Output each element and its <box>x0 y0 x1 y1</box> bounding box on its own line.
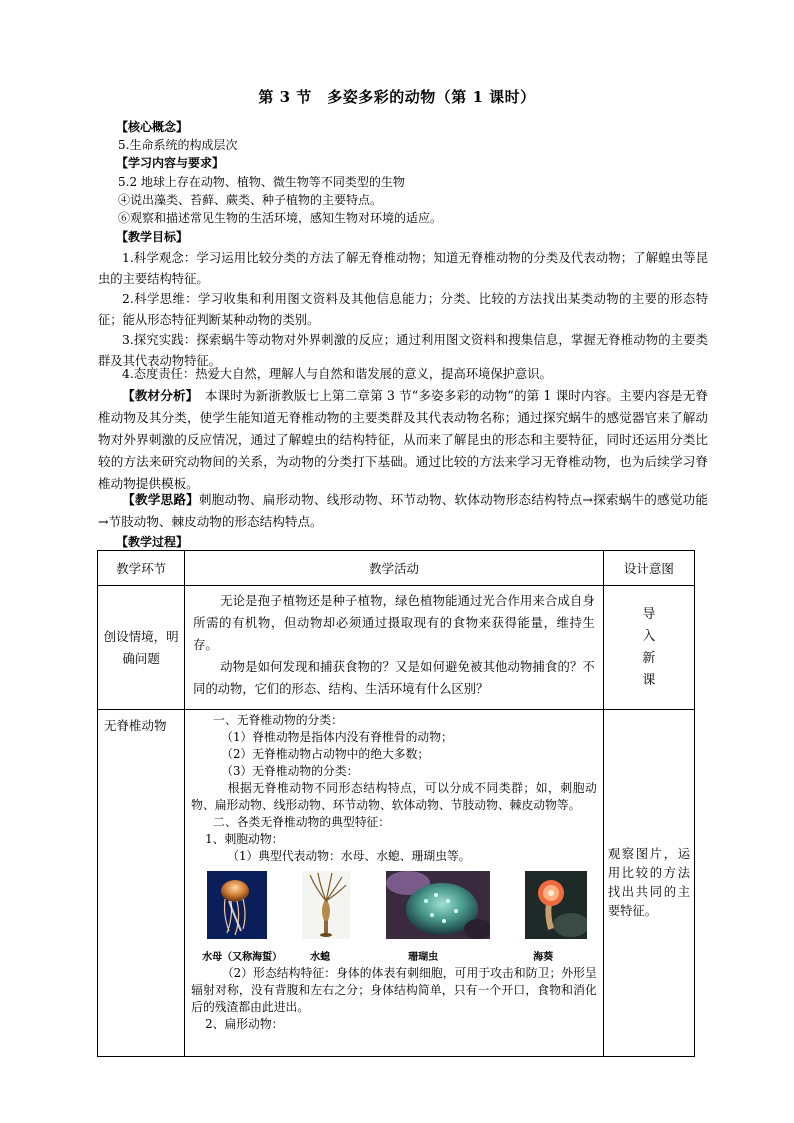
activity-paragraph: 根据无脊椎动物不同形态结构特点，可以分成不同类群；如，刺胞动物、扁形动物、线形动物、环节动物、软体动物、节肢动物、棘皮动物等。 <box>191 781 597 812</box>
content-item: 5.2 地球上存在动物、植物、微生物等不同类型的生物 <box>118 175 405 189</box>
content-item: ⑥观察和描述常见生物的生活环境，感知生物对环境的适应。 <box>118 211 443 225</box>
stage-text: 创设情境，明确问题 <box>103 628 179 666</box>
design-cell <box>603 710 694 1057</box>
activity-line: （3）无脊椎动物的分类： <box>221 764 359 778</box>
design-cell <box>603 586 694 710</box>
core-item: 5.生命系统的构成层次 <box>118 138 238 152</box>
design-char: 导 <box>642 606 656 622</box>
activity-line: 二、各类无脊椎动物的典型特征： <box>213 815 391 829</box>
activity-line: （2）无脊椎动物占动物中的绝大多数； <box>221 747 430 761</box>
jellyfish-photo <box>207 871 267 939</box>
activity-line: （1）脊椎动物是指体内没有脊椎骨的动物； <box>221 730 453 744</box>
page-title: 第 3 节 多姿多彩的动物（第 1 课时） <box>258 88 536 106</box>
activity-paragraph: 无论是孢子植物还是种子植物，绿色植物能通过光合作用来合成自身所需的有机物，但动物却必须通过摄取现有的食物来获得能量，维持生存。 <box>193 594 595 652</box>
activity-paragraph: （2）形态结构特征：身体的体表有刺细胞，可用于攻击和防卫；外形呈辐射对称，没有背腹和左右之分；身体结构简单，只有一个开口，食物和消化后的残渣都由此进出。 <box>191 966 597 1014</box>
hydra-photo <box>302 871 350 939</box>
content-heading: 【学习内容与要求】 <box>116 156 225 170</box>
design-char: 新 <box>642 650 656 666</box>
goal-item: 4.态度责任：热爱大自然，理解人与自然和谐发展的意义，提高环境保护意识。 <box>122 367 552 381</box>
table-header-row <box>98 551 695 586</box>
activity-line: （1）典型代表动物：水母、水螅、珊瑚虫等。 <box>227 849 471 863</box>
activity-line: 1、刺胞动物： <box>205 832 284 846</box>
goal-item: 3.探究实践：探索蜗牛等动物对外界刺激的反应；通过利用图文资料和搜集信息，掌握无脊椎动物的主要类群及其代表动物特征。 <box>98 333 708 368</box>
stage-cell <box>98 586 185 710</box>
goal-item: 1.科学观念：学习运用比较分类的方法了解无脊椎动物；知道无脊椎动物的分类及代表动物；了解蝗虫等昆虫的主要结构特征。 <box>98 251 708 286</box>
header-design: 设计意图 <box>603 551 694 586</box>
header-activity: 教学活动 <box>185 551 604 586</box>
activity-cell <box>185 710 604 1057</box>
caption-sea-anemone: 海葵 <box>533 952 554 963</box>
table-row <box>98 586 695 710</box>
analysis-paragraph: 【教材分析】 本课时为新浙教版七上第二章第 3 节“多姿多彩的动物”的第 1 课时内容。主要内容是无脊椎动物及其分类，使学生能知道无脊椎动物的主要类群及其代表动物名称；通过探究蜗牛的感觉器官来了解动物对外界刺激的反应情况，通过了解蝗虫的结构特征，从而来了解昆虫的形态和主要特征，同时还运用分类比较的方法来研究动物间的关系，为动物的分类打下基础。通过比较的方法来学习无脊椎动物，也为后续学习脊椎动物提供模板。 <box>98 388 709 491</box>
caption-coral: 珊瑚虫 <box>408 952 439 963</box>
design-text: 观察图片，运用比较的方法找出共同的主要特征。 <box>607 847 690 918</box>
content-item: ④说出藻类、苔藓、蕨类、种子植物的主要特点。 <box>118 193 383 207</box>
design-char: 课 <box>642 672 656 688</box>
core-heading: 【核心概念】 <box>116 120 189 134</box>
stage-text: 无脊椎动物 <box>104 718 167 733</box>
table-row <box>98 710 695 1057</box>
coral-photo <box>386 871 490 939</box>
stage-cell <box>98 710 185 1057</box>
activity-line: 一、无脊椎动物的分类： <box>213 713 343 727</box>
activity-cell <box>185 586 604 710</box>
specimen-photos <box>191 865 597 947</box>
goal-item: 2.科学思维：学习收集和利用图文资料及其他信息能力；分类、比较的方法找出某类动物的主要的形态特征；能从形态特征判断某种动物的类别。 <box>98 292 708 327</box>
header-stage: 教学环节 <box>98 551 185 586</box>
caption-jellyfish: 水母（又称海蜇） <box>202 952 283 963</box>
idea-paragraph: 【教学思路】刺胞动物、扁形动物、线形动物、环节动物、软体动物形态结构特点→探索蜗牛的感觉功能→节肢动物、棘皮动物的形态结构特点。 <box>98 492 708 529</box>
activity-paragraph: 动物是如何发现和捕获食物的？又是如何避免被其他动物捕食的？不同的动物，它们的形态、结构、生活环境有什么区别？ <box>193 660 595 696</box>
process-table <box>97 550 695 1057</box>
process-heading: 【教学过程】 <box>116 535 189 549</box>
caption-hydra: 水螅 <box>310 952 331 963</box>
activity-line: 2、扁形动物： <box>205 1017 284 1031</box>
photo-captions <box>191 947 597 965</box>
design-char: 入 <box>642 628 656 644</box>
goals-heading: 【教学目标】 <box>116 230 189 244</box>
sea-anemone-photo <box>525 871 587 939</box>
